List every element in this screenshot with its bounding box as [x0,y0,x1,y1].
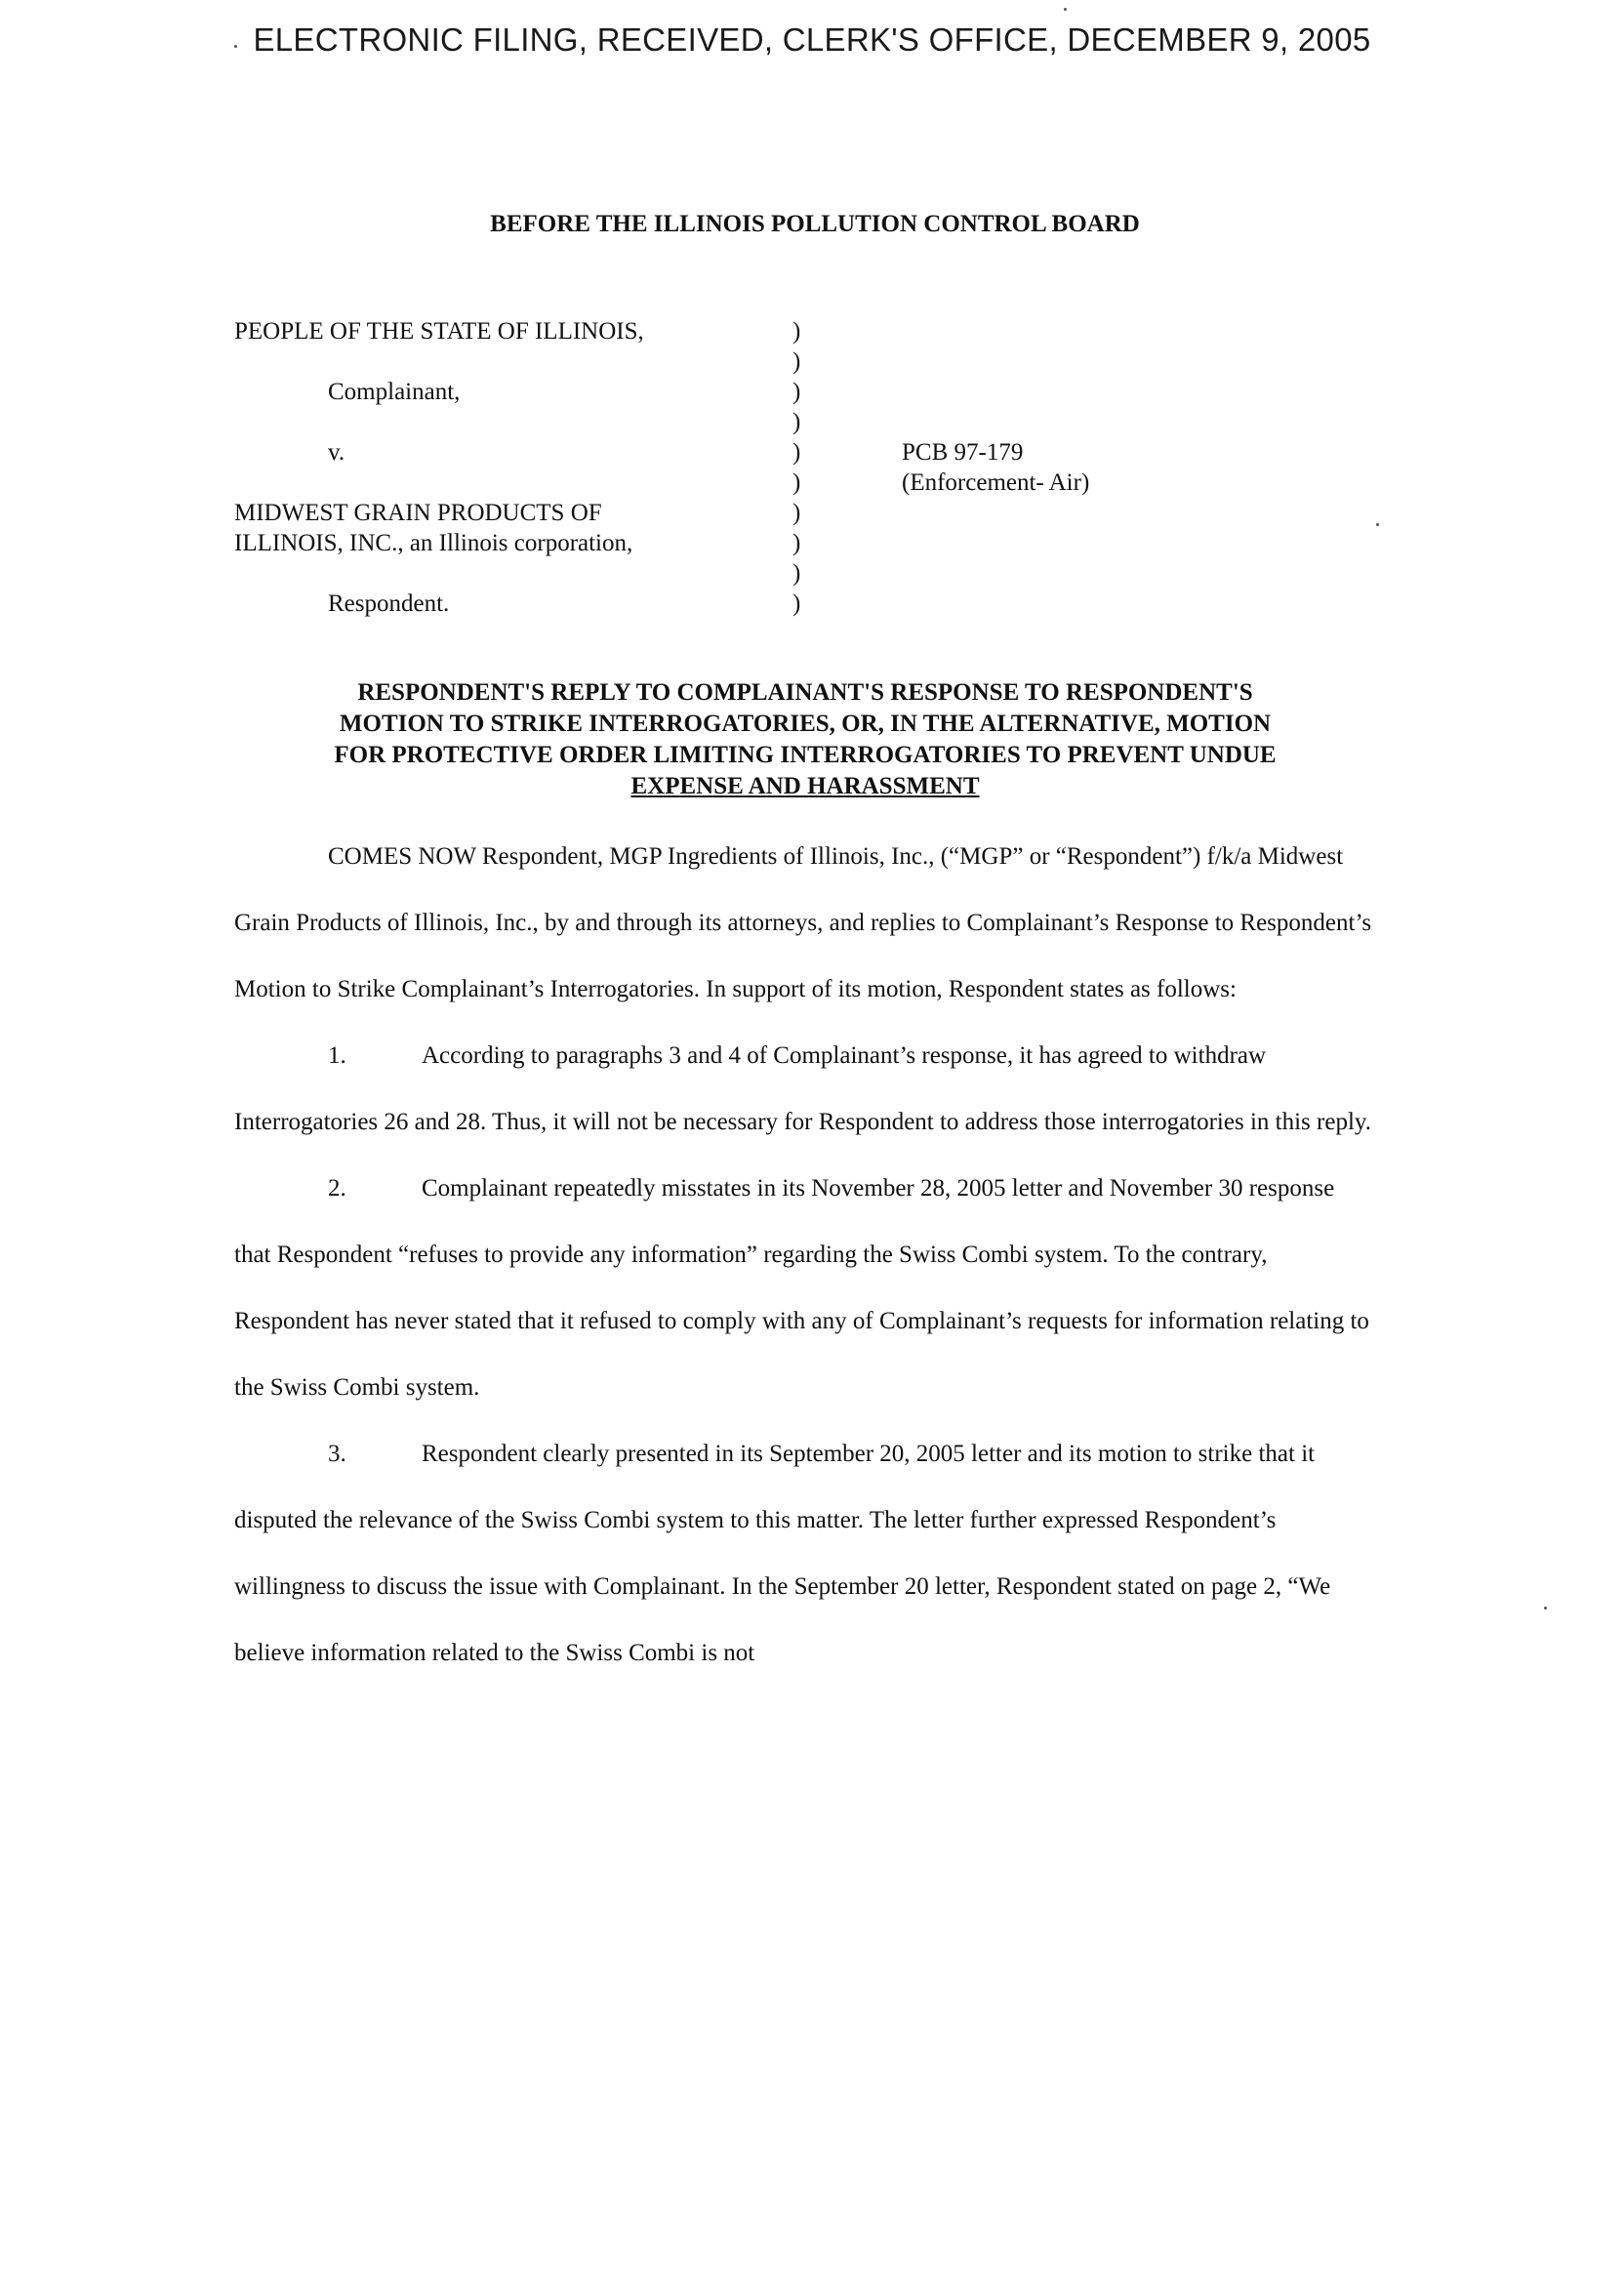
paren: ) [792,348,801,375]
paren: ) [792,439,801,466]
case-info [902,437,1089,498]
motion-title-line2: MOTION TO STRIKE INTERROGATORIES, OR, IN THE ALTERNATIVE, MOTION [339,711,1272,737]
scan-speck [1064,8,1067,11]
case-number: PCB 97-179 [902,439,1024,466]
paren: ) [792,591,801,617]
paragraph-text: According to paragraphs 3 and 4 of Complainant’s response, it has agreed to withdraw Interrogatories 26 and 28. Thus, it will not be necessary for Respondent to address those interrogatories in this reply. [234,1042,1372,1135]
case-type: (Enforcement- Air) [902,469,1090,496]
paren: ) [792,469,801,496]
paren: ) [792,318,801,345]
board-title: BEFORE THE ILLINOIS POLLUTION CONTROL BOARD [490,211,1140,237]
caption-paren-column [792,316,800,619]
paragraph-text: Respondent clearly presented in its September 20, 2005 letter and its motion to strike that it disputed the relevance of the Swiss Combi system to this matter. The letter further expressed Respondent’s willingness to discuss the issue with Complainant. In the September 20 letter, Respondent stated on page 2, “We believe information related to the Swiss Combi is not [234,1441,1331,1666]
defendant-name-line1: MIDWEST GRAIN PRODUCTS OF [234,500,602,526]
document-page [234,211,1376,1687]
body-text [234,824,1376,1687]
motion-title-line4: EXPENSE AND HARASSMENT [630,773,980,799]
paren: ) [792,409,801,435]
paragraph-number: 2. [328,1175,346,1202]
plaintiff-role: Complainant, [328,379,461,405]
paren: ) [792,560,801,587]
scan-speck [1544,1607,1547,1610]
scan-speck [1376,523,1379,526]
motion-title-line1: RESPONDENT'S REPLY TO COMPLAINANT'S RESPONSE TO RESPONDENT'S [357,679,1253,706]
defendant-role: Respondent. [328,591,450,617]
case-caption [234,316,1376,677]
paragraph-number: 1. [328,1042,346,1069]
paren: ) [792,379,801,405]
plaintiff-name: PEOPLE OF THE STATE OF ILLINOIS, [234,318,644,345]
motion-title-line3: FOR PROTECTIVE ORDER LIMITING INTERROGATORIES TO PREVENT UNDUE [334,742,1277,768]
paren: ) [792,500,801,526]
motion-title [234,677,1376,802]
paragraph-2 [234,1156,1376,1421]
versus: v. [328,439,345,466]
filing-stamp: ELECTRONIC FILING, RECEIVED, CLERK'S OFFICE, DECEMBER 9, 2005 [253,21,1371,58]
paragraph-text: Complainant repeatedly misstates in its November 28, 2005 letter and November 30 response that Respondent “refuses to provide any information” regarding the Swiss Combi system. To the contrary, Respondent has never stated that it refused to comply with any of Complainant’s requests for information relating to the Swiss Combi system. [234,1175,1369,1401]
paren: ) [792,530,801,556]
paragraph-3 [234,1421,1376,1687]
paragraph-number: 3. [328,1441,346,1467]
intro-paragraph: COMES NOW Respondent, MGP Ingredients of Illinois, Inc., (“MGP” or “Respondent”) f/k/a Midwest Grain Products of Illinois, Inc., by and through its attorneys, and replies to Complainant’s Response to Respondent’s Motion to Strike Complainant’s Interrogatories. In support of its motion, Respondent states as follows: [234,843,1372,1002]
scan-speck [234,45,237,48]
paragraph-1 [234,1023,1376,1156]
defendant-name-line2: ILLINOIS, INC., an Illinois corporation, [234,530,633,556]
